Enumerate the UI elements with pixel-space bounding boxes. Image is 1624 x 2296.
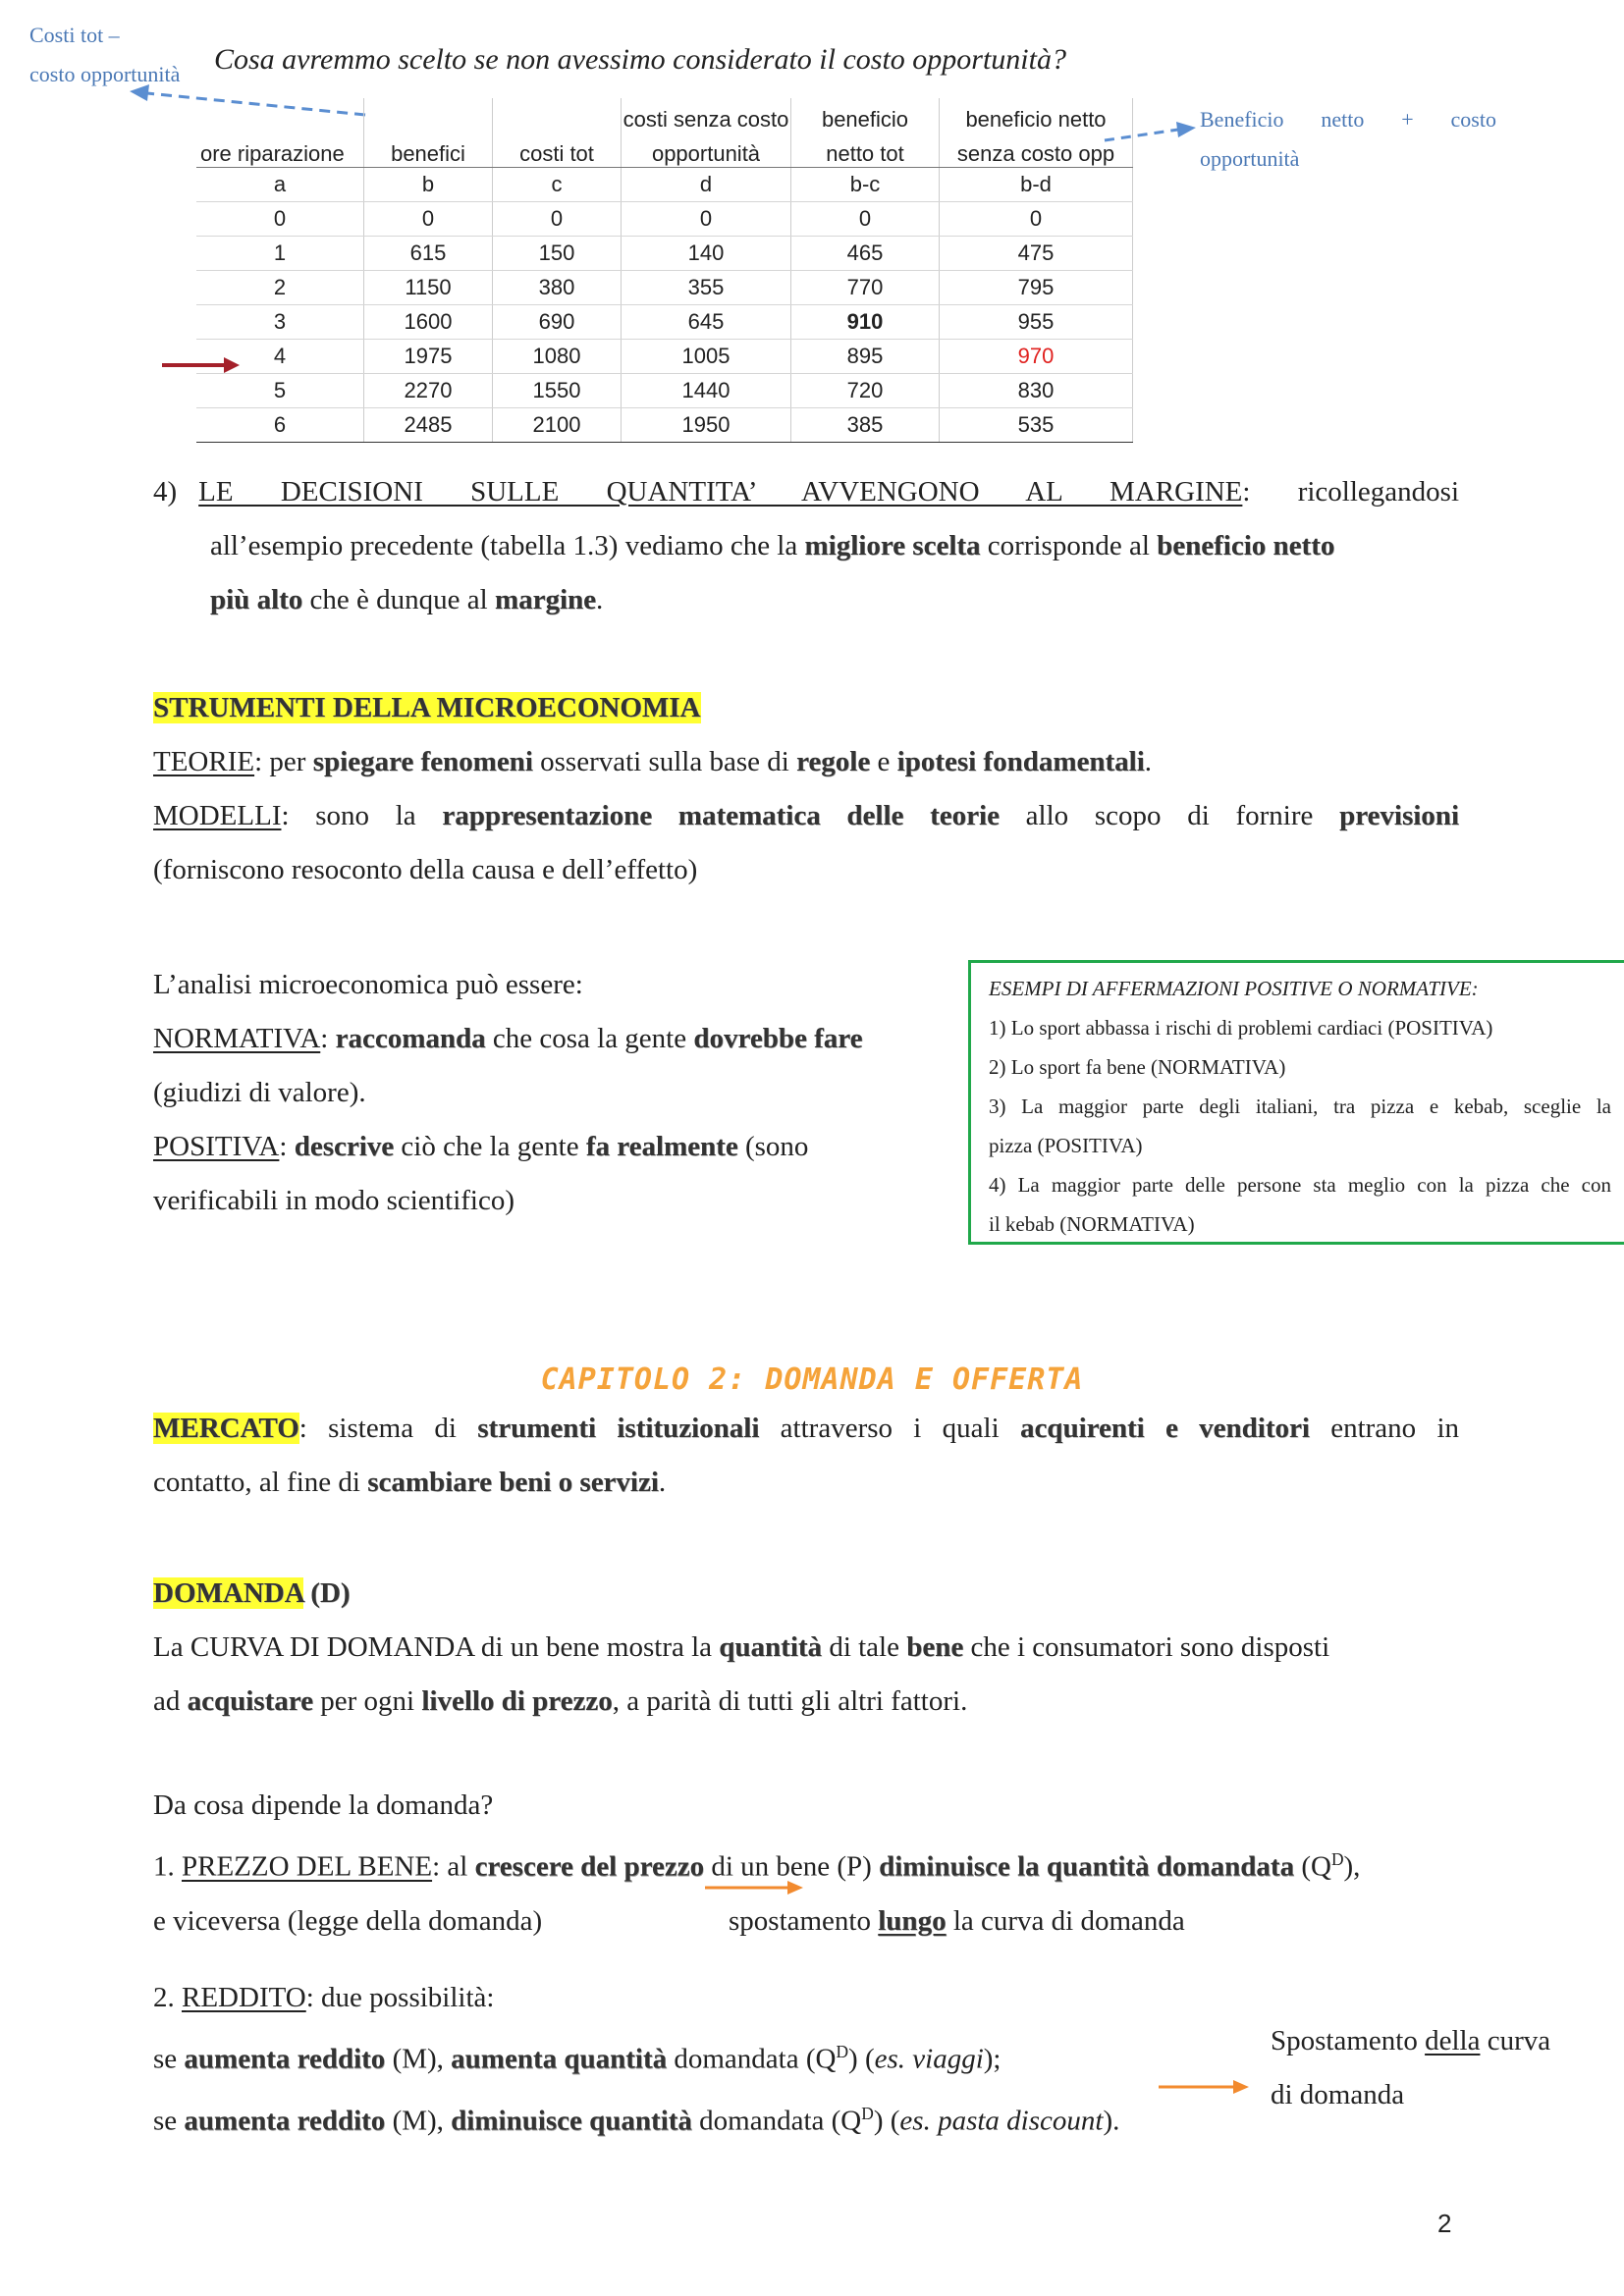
table-cell: 690: [493, 305, 622, 340]
table-cell: 535: [940, 408, 1133, 443]
list-number: 1.: [153, 1850, 182, 1883]
table-cell: 955: [940, 305, 1133, 340]
paragraph-line: (giudizi di valore).: [153, 1077, 366, 1108]
paragraph-line: [153, 573, 1459, 627]
table-cell: 1: [196, 237, 364, 271]
table-cell: 2270: [364, 374, 493, 408]
table-cell: 2: [196, 271, 364, 305]
text: );: [983, 2043, 1001, 2075]
paragraph-line: verificabili in modo scientifico): [153, 1185, 515, 1216]
side-note-word: costo: [1450, 107, 1496, 132]
text: : per: [254, 746, 313, 777]
strumenti-section: [153, 681, 1459, 897]
esempi-item: 1) Lo sport abbassa i rischi di problemi cardiaci (POSITIVA): [989, 1016, 1493, 1040]
term-label: REDDITO: [182, 1982, 306, 2013]
text: :: [279, 1131, 295, 1162]
esempi-box: [968, 960, 1624, 1245]
table-cell: 465: [791, 237, 940, 271]
table-cell: b: [364, 168, 493, 202]
table-cell: 0: [364, 202, 493, 237]
table-row: [196, 374, 1133, 408]
reddito-section: [153, 1971, 1292, 2148]
table-header-cell: senza costo opp: [940, 133, 1133, 168]
point-4-paragraph: [153, 465, 1459, 627]
table-cell: 1975: [364, 340, 493, 374]
table-cell: 380: [493, 271, 622, 305]
text: , a parità di tutti gli altri fattori.: [612, 1685, 968, 1717]
text: .: [596, 584, 604, 615]
keyword: aumenta reddito: [184, 2043, 386, 2075]
underlined-word: della: [1425, 2025, 1481, 2056]
table-cell: 645: [622, 305, 791, 340]
keyword: descrive: [294, 1131, 395, 1162]
paragraph-line: [153, 2025, 1292, 2087]
keyword: dovrebbe fare: [693, 1023, 863, 1054]
table-cell: 615: [364, 237, 493, 271]
text: : sistema di: [298, 1413, 478, 1444]
table-cell: 1950: [622, 408, 791, 443]
paragraph-line: [153, 519, 1459, 573]
paragraph-line: [153, 789, 1459, 843]
table-cell: 5: [196, 374, 364, 408]
paragraph-line: [153, 1456, 1459, 1510]
text: attraverso i quali: [759, 1413, 1020, 1444]
side-note-line: costo opportunità: [29, 62, 181, 86]
table-header-cell: [364, 98, 493, 133]
text: allo scopo di fornire: [999, 800, 1340, 831]
orange-arrow-della: [1157, 2075, 1251, 2099]
keyword: livello di prezzo: [421, 1685, 613, 1717]
paragraph-line: (forniscono resoconto della causa e dell’effetto): [153, 854, 698, 885]
table-cell: 1005: [622, 340, 791, 374]
paragraph-line: [153, 1833, 1469, 1895]
paragraph-line: [1271, 2014, 1595, 2068]
keyword: aumenta reddito: [184, 2105, 386, 2137]
table-cell: 1550: [493, 374, 622, 408]
table-cell: 0: [622, 202, 791, 237]
table-cell: 6: [196, 408, 364, 443]
table-header-cell: beneficio: [791, 98, 940, 133]
paragraph-line: [153, 465, 1459, 519]
paragraph-line: [153, 1012, 948, 1066]
table-header-cell: [493, 98, 622, 133]
table-header-row: [196, 133, 1133, 168]
side-note-word: +: [1401, 107, 1414, 132]
text: ciò che la gente: [394, 1131, 586, 1162]
table-cell-best-net-benefit: 910: [791, 305, 940, 340]
side-note-line: opportunità: [1200, 146, 1300, 171]
table-cell: 475: [940, 237, 1133, 271]
table-row: [196, 271, 1133, 305]
paragraph-line: Da cosa dipende la domanda?: [153, 1789, 494, 1821]
text: .: [1144, 746, 1153, 777]
table-row: [196, 305, 1133, 340]
esempi-item: 3) La maggior parte degli italiani, tra pizza e kebab, sceglie la: [989, 1095, 1611, 1118]
text: se: [153, 2105, 185, 2137]
term-highlight: MERCATO: [153, 1413, 299, 1444]
paragraph-line: [153, 1621, 1469, 1675]
arrowhead-left-icon: [130, 84, 149, 101]
keyword: fa realmente: [585, 1131, 738, 1162]
table-cell: a: [196, 168, 364, 202]
keyword: aumenta quantità: [451, 2043, 668, 2075]
section-heading: [153, 681, 1459, 735]
text: ),: [1343, 1850, 1361, 1883]
text: .: [658, 1467, 667, 1498]
text: (sono: [737, 1131, 809, 1162]
table-header-cell: netto tot: [791, 133, 940, 168]
text: La CURVA DI DOMANDA di un bene mostra la: [153, 1631, 720, 1663]
paragraph-line: [153, 1120, 948, 1174]
table-cell: 770: [791, 271, 940, 305]
text: e viceversa (legge della domanda): [153, 1904, 543, 1937]
esempi-item: pizza (POSITIVA): [989, 1134, 1143, 1157]
table-cell: 0: [196, 202, 364, 237]
table-header-cell: costi senza costo: [622, 98, 791, 133]
mercato-section: [153, 1402, 1459, 1510]
esempi-item: 4) La maggior parte delle persone sta meglio con la pizza che con: [989, 1173, 1611, 1197]
text: : ricollegandosi: [1242, 476, 1459, 507]
table-cell: 1150: [364, 271, 493, 305]
chapter-title: CAPITOLO 2: DOMANDA E OFFERTA: [540, 1362, 1084, 1397]
paragraph-line: [153, 1402, 1459, 1456]
text: all’esempio precedente (tabella 1.3) vediamo che la: [210, 530, 805, 561]
paragraph-line: [153, 1675, 1469, 1729]
example-text: es. viaggi: [874, 2043, 984, 2075]
table-cell: 0: [791, 202, 940, 237]
text: (M),: [385, 2105, 452, 2137]
repair-hours-table: [196, 98, 1133, 443]
keyword: ipotesi fondamentali: [896, 746, 1145, 777]
table-cell: 1600: [364, 305, 493, 340]
text: se: [153, 2043, 185, 2075]
superscript: D: [836, 2042, 849, 2061]
table-cell: 4: [196, 340, 364, 374]
table-row: [196, 408, 1133, 443]
text: ) (: [873, 2105, 900, 2137]
table-header-cell: benefici: [364, 133, 493, 168]
text: domandata (Q: [691, 2105, 862, 2137]
keyword: raccomanda: [335, 1023, 486, 1054]
table-cell: 0: [493, 202, 622, 237]
text: : sono la: [281, 800, 443, 831]
keyword: spiegare fenomeni: [312, 746, 533, 777]
table-cell: 355: [622, 271, 791, 305]
table-cell: 3: [196, 305, 364, 340]
table-cell: 720: [791, 374, 940, 408]
esempi-title: ESEMPI DI AFFERMAZIONI POSITIVE O NORMATIVE:: [989, 977, 1479, 1000]
keyword: acquirenti e venditori: [1019, 1413, 1310, 1444]
keyword: crescere del prezzo: [474, 1850, 705, 1883]
arrowhead-right-icon: [1176, 122, 1196, 137]
paragraph-line: [153, 2087, 1292, 2149]
esempi-item: 2) Lo sport fa bene (NORMATIVA): [989, 1055, 1286, 1079]
text: che cosa la gente: [485, 1023, 694, 1054]
text: : due possibilità:: [305, 1982, 495, 2013]
superscript: D: [861, 2103, 874, 2123]
text: curva: [1480, 2025, 1551, 2056]
paragraph-line: [153, 1971, 1292, 2025]
keyword: (D): [303, 1577, 351, 1609]
keyword: strumenti istituzionali: [477, 1413, 760, 1444]
table-header-row: [196, 98, 1133, 133]
text: osservati sulla base di: [532, 746, 797, 777]
paragraph-line: L’analisi microeconomica può essere:: [153, 969, 583, 1000]
term-label: NORMATIVA: [153, 1023, 321, 1054]
paragraph-line: [153, 735, 1459, 789]
orange-arrow-lungo: [703, 1877, 805, 1898]
arrowhead-icon: [787, 1881, 803, 1895]
text: (Q: [1294, 1850, 1331, 1883]
keyword: lungo: [878, 1904, 947, 1937]
table-cell: 1440: [622, 374, 791, 408]
table-cell: 2485: [364, 408, 493, 443]
heading-highlight: STRUMENTI DELLA MICROECONOMIA: [153, 692, 701, 723]
paragraph-line: di domanda: [1271, 2079, 1405, 2110]
table-cell: 830: [940, 374, 1133, 408]
table-row: [196, 340, 1133, 374]
keyword: rappresentazione matematica delle teorie: [442, 800, 1000, 831]
table-cell: 150: [493, 237, 622, 271]
text: la curva di domanda: [946, 1904, 1185, 1937]
keyword: previsioni: [1339, 800, 1459, 831]
table-header-cell: costi tot: [493, 133, 622, 168]
table-cell: 140: [622, 237, 791, 271]
list-number: 4): [153, 476, 178, 507]
text: :: [320, 1023, 336, 1054]
heading-highlight: DOMANDA: [153, 1577, 304, 1609]
keyword: diminuisce la quantità domandata: [879, 1850, 1295, 1883]
table-cell: 1080: [493, 340, 622, 374]
text: di un bene (P): [704, 1850, 880, 1883]
text: contatto, al fine di: [153, 1467, 368, 1498]
text: (M),: [385, 2043, 452, 2075]
text: per ogni: [312, 1685, 422, 1717]
side-note-word: Beneficio: [1200, 107, 1284, 132]
table-cell: 2100: [493, 408, 622, 443]
keyword: quantità: [719, 1631, 823, 1663]
side-note-word: netto: [1321, 107, 1365, 132]
table-cell: 385: [791, 408, 940, 443]
domanda-section: [153, 1567, 1469, 1729]
side-note-line: Costi tot –: [29, 23, 120, 47]
keyword: più alto: [210, 584, 303, 615]
superscript: D: [1330, 1849, 1344, 1869]
page-number: 2: [1437, 2209, 1452, 2238]
text: corrisponde al: [980, 530, 1158, 561]
text: domandata (Q: [667, 2043, 837, 2075]
dipende-section: [153, 1779, 1469, 1949]
table-cell: b-c: [791, 168, 940, 202]
term-label: POSITIVA: [153, 1131, 280, 1162]
table-cell: 0: [940, 202, 1133, 237]
list-number: 2.: [153, 1982, 182, 2013]
point-4-title: LE DECISIONI SULLE QUANTITA’ AVVENGONO AL MARGINE: [198, 476, 1243, 507]
table-cell: c: [493, 168, 622, 202]
term-label: TEORIE: [153, 746, 255, 777]
text: ) (: [848, 2043, 875, 2075]
table-letters-row: [196, 168, 1133, 202]
text: ad: [153, 1685, 188, 1717]
text: di tale: [822, 1631, 907, 1663]
arrowhead-icon: [1233, 2080, 1249, 2094]
text: che è dunque al: [302, 584, 495, 615]
keyword: regole: [796, 746, 871, 777]
table-cell: d: [622, 168, 791, 202]
text: spostamento: [729, 1904, 879, 1937]
table-cell: b-d: [940, 168, 1133, 202]
esempi-item: il kebab (NORMATIVA): [989, 1212, 1195, 1236]
text: ).: [1103, 2105, 1120, 2137]
term-label: PREZZO DEL BENE: [182, 1850, 433, 1883]
text: entrano in: [1309, 1413, 1460, 1444]
keyword: diminuisce quantità: [451, 2105, 692, 2137]
table-header-cell: beneficio netto: [940, 98, 1133, 133]
keyword: acquistare: [187, 1685, 313, 1717]
term-label: MODELLI: [153, 800, 282, 831]
table-cell: 795: [940, 271, 1133, 305]
text: Spostamento: [1271, 2025, 1426, 2056]
keyword: margine: [494, 584, 597, 615]
table-row: [196, 237, 1133, 271]
table-header-cell: opportunità: [622, 133, 791, 168]
side-note-spostamento: [1271, 2014, 1595, 2122]
keyword: scambiare beni o servizi: [367, 1467, 659, 1498]
table-row: [196, 202, 1133, 237]
table-cell: 895: [791, 340, 940, 374]
table-cell-highlight: 970: [940, 340, 1133, 374]
table-question-title: Cosa avremmo scelto se non avessimo considerato il costo opportunità?: [214, 43, 1066, 76]
text: e: [870, 746, 897, 777]
paragraph-line: [153, 1895, 1469, 1949]
table-header-cell: [196, 98, 364, 133]
section-heading: [153, 1567, 1469, 1621]
table-header-cell: ore riparazione: [196, 133, 364, 168]
keyword: bene: [906, 1631, 964, 1663]
keyword: migliore scelta: [804, 530, 981, 561]
example-text: es. pasta discount: [899, 2105, 1104, 2137]
keyword: beneficio netto: [1157, 530, 1335, 561]
analisi-section: [153, 958, 948, 1228]
text: che i consumatori sono disposti: [963, 1631, 1330, 1663]
text: : al: [432, 1850, 475, 1883]
